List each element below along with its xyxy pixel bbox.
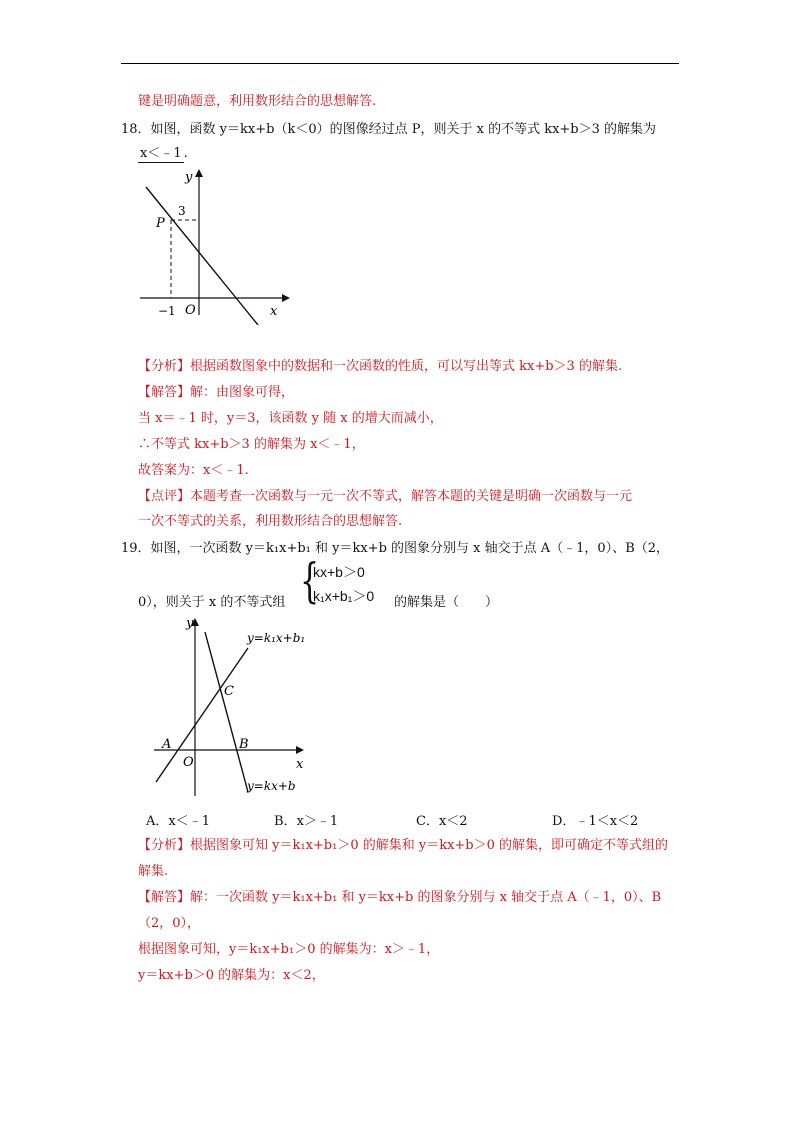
q19-stem-2-post: 的解集是（ ） xyxy=(394,595,499,610)
q19-solution-1: 【解答】解：一次函数 y＝k₁x+b₁ 和 y＝kx+b 的图象分别与 x 轴交于点 A（﹣1，0）、B xyxy=(138,890,662,905)
q18-answer: x＜﹣1 xyxy=(140,146,182,161)
q19-line2-label: y=kx+b xyxy=(247,779,296,793)
q19-stem-2-pre: 0），则关于 x 的不等式组 xyxy=(138,595,286,610)
q18-graph xyxy=(130,165,300,325)
q19-line-k1 xyxy=(156,648,248,782)
q19-graph xyxy=(150,612,320,802)
q18-y-arrow-icon xyxy=(195,169,203,177)
option-b-text: x＞﹣1 xyxy=(296,814,339,829)
q18-solution-line-2: 当 x＝﹣1 时，y＝3，该函数 y 随 x 的增大而减小， xyxy=(138,411,443,426)
q18-tick-neg1: −1 xyxy=(158,304,176,318)
q19-solution-2: （2，0）， xyxy=(138,916,201,931)
q18-answer-line xyxy=(138,146,188,163)
q19-y-label: y xyxy=(186,616,194,631)
option-b-letter: B． xyxy=(274,814,297,829)
q19-stem-1: 19．如图，一次函数 y＝k₁x+b₁ 和 y＝kx+b 的图象分别与 x 轴交于点 A（﹣1，0）、B（2， xyxy=(121,541,670,556)
q19-solution-4: y＝kx+b＞0 的解集为：x＜2， xyxy=(138,968,325,983)
q18-comment-2: 一次不等式的关系，利用数形结合的思想解答. xyxy=(138,514,403,529)
q18-analysis: 【分析】根据函数图象中的数据和一次函数的性质，可以写出等式 kx+b＞3 的解集. xyxy=(138,359,623,374)
option-b[interactable] xyxy=(274,810,338,829)
q17-tail: 键是明确题意，利用数形结合的思想解答. xyxy=(138,94,377,109)
q19-system-brace: { xyxy=(300,555,320,610)
q19-x-label: x xyxy=(296,757,304,772)
q19-analysis-2: 解集. xyxy=(138,864,169,879)
q19-solution-3: 根据图象可知，y＝k₁x+b₁＞0 的解集为：x＞﹣1， xyxy=(138,942,440,957)
q18-solution-line-3: ∴不等式 kx+b＞3 的解集为 x＜﹣1， xyxy=(138,437,365,452)
q19-system-eq-2: k₁x+b₁＞0 xyxy=(313,588,375,604)
option-d-text: ﹣1＜x＜2 xyxy=(575,814,639,829)
q19-line-k xyxy=(205,632,248,792)
q18-p-label: P xyxy=(156,216,165,231)
q19-origin-label: O xyxy=(183,755,194,770)
q18-x-label: x xyxy=(270,304,278,319)
q18-comment-1: 【点评】本题考查一次函数与一元一次不等式，解答本题的关键是明确一次函数与一元 xyxy=(138,489,633,504)
header-rule xyxy=(121,63,679,64)
q19-line1-label: y=k₁x+b₁ xyxy=(247,631,306,645)
option-d[interactable] xyxy=(552,810,638,829)
q18-solution-heading: 【解答】解：由图象可得， xyxy=(138,385,295,400)
option-a-text: x＜﹣1 xyxy=(168,814,210,829)
q18-y-label: y xyxy=(185,170,193,185)
q19-b-label: B xyxy=(239,737,249,752)
option-d-letter: D． xyxy=(552,814,576,829)
q18-x-arrow-icon xyxy=(282,294,290,302)
q18-origin-label: O xyxy=(185,303,196,318)
q19-c-label: C xyxy=(224,684,234,699)
option-c-text: x＜2 xyxy=(438,814,468,829)
q18-answer-suffix: . xyxy=(183,146,188,161)
q18-stem: 18．如图，函数 y＝kx+b（k＜0）的图像经过点 P，则关于 x 的不等式 kx+b＞3 的解集为 xyxy=(121,122,657,137)
q19-analysis-1: 【分析】根据图象可知 y＝k₁x+b₁＞0 的解集和 y＝kx+b＞0 的解集，即可确定不等式组的 xyxy=(138,838,669,853)
option-a[interactable] xyxy=(146,810,210,829)
q18-tick-3: 3 xyxy=(178,204,186,218)
q19-system-eq-1: kx+b＞0 xyxy=(313,564,365,580)
option-a-letter: A． xyxy=(146,814,169,829)
q19-x-arrow-icon xyxy=(296,746,304,754)
option-c[interactable] xyxy=(416,810,468,829)
q19-a-label: A xyxy=(162,737,172,752)
option-c-letter: C． xyxy=(416,814,439,829)
q18-solution-line-4: 故答案为：x＜﹣1. xyxy=(138,463,249,478)
